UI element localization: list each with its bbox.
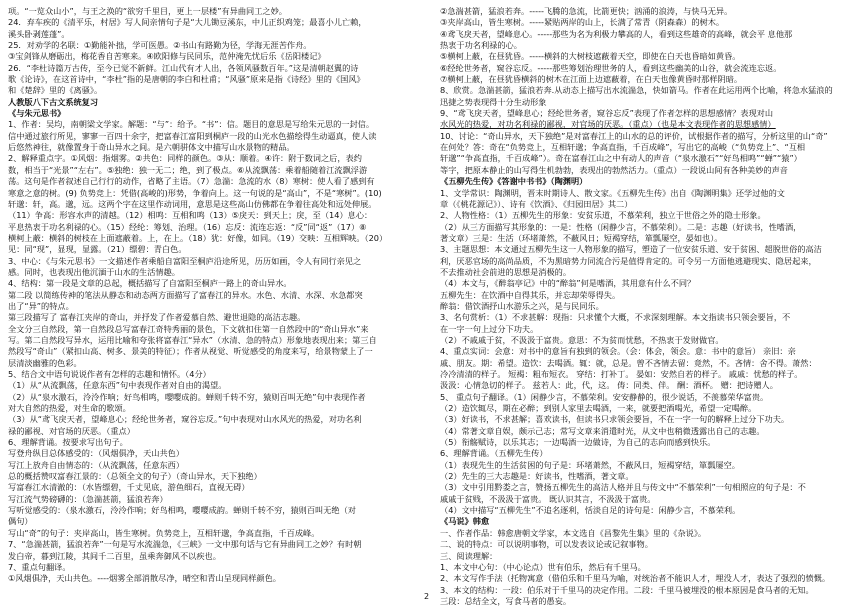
left-line: 信中通过旅行所见，寥寥一百四十余字，把富春江富阳到桐庐一段的山光水色描绘得生动逼真，使人读: [8, 130, 377, 141]
left-line: 数，相当于“光景”“左右”。⑤独绝：独一无二；绝，到了极点。⑥从流飘荡：乘着船随着江流飘浮游: [8, 164, 368, 175]
left-line: 人教版八下古文系统复习: [8, 96, 99, 107]
left-line: 全文分三自然段，第一自然段总写富春江奇特秀丽的景色，下文就扣住第一自然段中的“奇山异水”来: [8, 323, 369, 334]
left-line: 平息热衷于功名利禄的心。（15）经纶：筹划、治理。（16）忘反：流连忘返：“反”同“返”（17）⑧: [8, 221, 367, 232]
right-line: ⑥经纶世务者，窥谷忘反。-----那些筹划治理世务的人，看到这些幽美的山谷，就会流连忘返。: [440, 62, 782, 73]
right-line: 1、本文中心句：（中心论点）世有伯乐，然后有千里马。: [440, 561, 646, 572]
right-line: 汲汲：心情急切的样子。 兹若人：此，代，这。 俦：同类、伴。 酬：酒杯。 赠：把诗赠人。: [440, 380, 778, 391]
left-line: 5、结合文中语句说说作者有怎样的志趣和情怀。（4分）: [8, 369, 211, 379]
right-line: 利，厌恶官场的高尚品质，不为黑暗势力同流合污是值得肯定的。可令另一方面他逃避现实、隐居起来，: [440, 255, 817, 266]
right-line: 等字，把原本静止的山写得生机勃勃，表现出的勃然活力。（重点）一段说山间有各种美妙的声音: [440, 164, 788, 175]
right-line: 冷冷清清的样子。 短褐：粗布短衣。 穿结：打补丁。 晏如：安然自若的样子。 戚戚：忧愁的样子。: [440, 369, 803, 379]
right-line: 3、名句赏析：（1）不求甚解：现指：只求懂个大概，不求深刻理解。本文指读书只领会要旨，不: [440, 312, 791, 323]
left-line: 1、作者：吴均，南朝梁文学家。解题：“与”：给予。“书”：信。题目的意思是写给朱元思的一封信。: [8, 119, 375, 130]
right-line: （3）文中引用黔娄之言，赞扬五柳先生的高洁人格并且与传文中“不慕荣利”一句相照应的句子是：不: [440, 482, 806, 493]
left-line: 写江上放舟自由情态的：（从流飘荡，任意东西）: [8, 459, 185, 470]
left-line: ①风烟俱净，天山共色。----烟雾全部消散尽净，晴空和青山呈现同样颜色。: [8, 573, 281, 584]
right-line: （4）本文与，《醉翁亭记》中的“醉翁”何是嗜酒，其用意有什么不同？: [440, 278, 696, 289]
right-line: 1、文学常识：陶渊明，晋末时期诗人、散文家。《五柳先生传》出自《陶渊明集》还学过他的文: [440, 187, 785, 198]
left-line: 见：同“现”，显现，显露。（21）缥碧：青白色。: [8, 244, 187, 255]
left-line: 歌《论诗》，在这首诗中，“李杜”指的是唐朝的李白和杜甫；“风骚”原来是指《诗经》里的《国风》: [8, 74, 365, 85]
right-line: 不去推动社会前进的思想是消极的。: [440, 266, 572, 277]
right-line: 10、讨论：“奇山异水，天下独绝”是对富春江上的山水的总的评价，试根据作者的描写，分析这里的山“奇”: [440, 130, 828, 141]
right-line: 9、“鸢飞戾天者，望峰息心；经纶世务者，窥谷忘反”表现了作者怎样的思想感情？表现对山: [440, 108, 774, 119]
right-line: 二、说的特点：可以说明事物，可以发表议论或记叙事物。: [440, 539, 653, 550]
right-line: 3、主题思想：本文通过五柳先生这一人物形象的描写，塑造了一位安贫乐道、安于贫困、超脱世俗的高洁: [440, 244, 822, 255]
right-line: （4）文中描写“五柳先生”不追名逐利，恬淡自足的诗句是：闲静少言，不慕荣利。: [440, 505, 741, 516]
left-line: ③宝剑锋从磨砺出，梅花香自苦寒来。④欧阳修与民同乐，范仲淹先忧后乐《岳阳楼记》: [8, 51, 326, 62]
left-line: 写。第二自然段写异水，运用比喻和夸张将富春江“异水”（水清、急的特点）形象地表现出来；第三自: [8, 334, 377, 345]
left-line: 25．对劝学的名联：①勤能补拙，学可医愚。②书山有路勤为径，学海无涯苦作舟。: [8, 40, 312, 51]
left-line: 轩邈：轩，高。邈，远。这两个字在这里作动词用，意思是这些高山仿佛都在争着往高处和远处伸展。: [8, 198, 377, 209]
right-line: 戚、朋友。期：希望。造饮：去喝酒。辄：就，总是。曾不吝情去留：竟然，不。吝情：舍不得。萧然：: [440, 357, 817, 368]
right-line: 轩邈”“争高直指，千百成峰”）。奇在富春江山之中有动人的声音（“泉水激石”“好鸟相鸣”“蝉”“猿”）: [440, 153, 802, 164]
right-line: （1）表现先生的生活贫困的句子是：环堵萧然，不蔽风日，短褐穿结，箪瓢屡空。: [440, 459, 740, 470]
left-line: （1）从“从流飘荡，任意东西”句中表现作者对自由的渴望。: [8, 380, 227, 391]
right-line: ⑤横柯上蔽，在昼犹昏。-----横斜的大树枝遮蔽着天空，即使在白天也昏暗如黄昏。: [440, 51, 741, 62]
right-line: 4、重点实词：会意：对书中的意旨有独到的领会。（会：体会，领会。意：书中的意旨） 亲旧：亲: [440, 346, 796, 357]
left-line: 总的概括赞叹富春江景的：（总领全文的句子）（奇山异水，天下独绝）: [8, 471, 262, 482]
right-line: 3、本文的结构：一段：伯乐对于千里马的决定作用。二段：千里马被埋没的根本原因是食马者的无知。: [440, 584, 814, 595]
right-line: 著文章）三是：生活（环堵萧然，不蔽风日；短褐穿结，箪瓢屡空，晏如也）。: [440, 232, 723, 243]
left-line: 写登舟纵目总体感受的：（风烟俱净，天山共色）: [8, 448, 185, 459]
left-line: 感。同时，也表现出他沉湎于山水的生活情趣。: [8, 266, 180, 277]
left-line: （2）从“泉水激石，泠泠作响；好鸟相鸣，嘤嘤成韵。蝉则千转不穷，猿则百叫无绝”句中表现作者: [8, 391, 366, 402]
right-line: 在一字一句上过分下功夫。: [440, 323, 539, 334]
right-line: （2）从三方面描写其形象的：一是：性格（闲静少言，不慕荣利）。二是：志趣（好读书，性嗜酒，: [440, 221, 802, 232]
left-line: 第二段 以简练传神的笔法从静态和动态两方面描写了富春江的异水。水色、水清、水深、水急都突: [8, 289, 363, 300]
left-line: 和《楚辞》里的《离骚》。: [8, 85, 103, 96]
left-line: 4、结构：第一段是文章的总起，概括描写了自富阳至桐庐一路上的奇山异水。: [8, 278, 292, 289]
right-line: 8、欣赏。急湍甚箭，猛浪若奔.从动态上描写出水流湍急，快如箭马。作者在此运用两个比喻，将急水猛浪的: [440, 85, 833, 96]
left-line: 《与朱元思书》: [8, 108, 66, 119]
right-line: 三、阅读理解：: [440, 550, 498, 561]
right-line: （4）常著文章自娱，颇示己志；常写文章来消遣时光，从文中也稍微透露出自己的志趣。: [440, 425, 765, 436]
left-line: （11）争高：形容水声的清越。（12）相鸣：互相和鸣（13）⑤戾天：到天上；戾，至（14）息心：: [8, 210, 373, 221]
left-line: 写山“奇”的句子：夹岸高山，皆生寒树。负势竞上，互相轩邈，争高直指，千百成峰。: [8, 527, 320, 538]
left-line: 发白帝，暮到江陵，其间千二百里，虽乘奔御风不以疾也。: [8, 550, 221, 561]
left-line: 写听觉感受的：（泉水激石，泠泠作响；好鸟相鸣，嘤嘤成韵。蝉则千转不穷，猿则百叫无绝（对: [8, 505, 356, 516]
left-line: 第三段描写了 富春江夹岸的奇山，并抒发了作者爱慕自然、避世退隐的高洁志趣。: [8, 312, 306, 323]
right-line: 醉翁：借饮酒抒山水游乐之兴，是与民同乐。: [440, 300, 604, 311]
left-line: 寒意之意的树。(9) 负势竞上：凭借(高峻的)形势，争着向上。这一句说的是“高山”，不是“寒树”。(10): [8, 187, 382, 198]
page-number: 2: [424, 592, 430, 601]
left-line: 2、解释重点字。①风烟：指烟雾。②共色：同样的颜色。③从：顺着。④许：附于数词之后，表约: [8, 153, 362, 164]
right-line: 五柳先生：在饮酒中自得其乐，并忘却荣辱得失。: [440, 289, 621, 300]
left-line: 横柯上蔽：横斜的树枝在上面遮蔽着。上，在上。（18）犹：好像，如同。（19）交映：互相辉映。（20）: [8, 232, 388, 243]
right-column: [440, 6, 852, 607]
left-line: 写江流气势磅礴的：（急湍甚箭，猛浪若奔）: [8, 493, 168, 504]
right-line: 2、本文写作手法（托物寓意（借伯乐和千里马为喻，对统治者不能识人才，埋没人才，表达了强烈的愤慨。: [440, 573, 831, 584]
right-line: 戚戚于贫贱，不汲汲于富贵。 既认识其言，不汲汲于富贵。: [440, 493, 656, 504]
right-line: （2）造饮辄尽，期在必醉；到别人家里去喝酒，一来，就要把酒喝光，希望一定喝醉。: [440, 403, 757, 414]
left-line: 偶句）: [8, 516, 33, 527]
left-line: 溪头卧剥莲蓬”。: [8, 28, 70, 39]
left-line: 荡。这句是作者叙述自己行行的动作，省略了主语。（7）急湍：急流的水（8）寒树：使人看了感到有: [8, 176, 375, 187]
right-line: 一、作者作品：韩愈唐朝文学家，本文选自《昌黎先生集》里的《杂说》。: [440, 527, 707, 538]
right-line: 2、人物性格：（1）五柳先生的形象：安贫乐道，不慕荣利，独立于世俗之外的隐士形象。: [440, 210, 766, 221]
left-line: （3）从“鸢飞戾天者，望峰息心；经纶世务者，窥谷忘反。”句中表现对山水风光的热爱，对功名利: [8, 414, 362, 425]
left-line: 24．弃车疾的《清平乐，村居》写人间亲情句子是“大儿锄豆溪东，中儿正织鸡笼；最喜小儿亡赖，: [8, 17, 367, 28]
right-line: 在何处？答：奇在“负势竞上，互相轩邈；争高直指，千百成峰”，写出它的高峻（“负势竞上”、“互相: [440, 142, 806, 153]
right-line: ②急湍甚箭，猛浪若奔。-----飞腾的急流，比箭更快；汹涌的浪涛，与快马无异。: [440, 6, 733, 16]
right-line: （3）好读书，不求甚解；喜欢读书，但读书只求领会要旨，不在一字一句的解释上过分下功夫。: [440, 414, 790, 425]
right-line: 6、理解背诵。（五柳先生传）: [440, 448, 548, 459]
left-line: 7、“急湍甚箭，猛浪若奔”一句是写水流湍急，《三峡》一文中那句话与它有异曲同工之妙？有时朝: [8, 539, 362, 550]
right-line: 5、 重点句子翻译。（1）闲静少言，不慕荣利。安安静静的，很少说话，不羡慕荣华富贵。: [440, 391, 769, 402]
left-line: 26．“李杜诗篇万古传，至今已觉不新鲜。江山代有才人出，各领风骚数百年。”这是清朝赵翼的诗: [8, 62, 359, 73]
left-line: 出了“异”的特点。: [8, 300, 74, 311]
right-line: （2）不戚戚于贫，不汲汲于富贵。意思：不为贫而忧愁，不热衷于发财做官。: [440, 334, 724, 345]
right-line: 《马说》韩愈: [440, 516, 490, 527]
right-line: 《五柳先生传》《答谢中书书》（陶渊明）: [440, 176, 588, 187]
right-line: 三段：总结全文，写食马者的愚妄。: [440, 595, 572, 606]
left-line: 6、理解背诵。按要求写出句子。: [8, 437, 128, 448]
right-line: ③夹岸高山，皆生寒树。-----紧贴两岸的山上，长满了常青（阴森森）的树木。: [440, 17, 725, 28]
left-column: [8, 6, 420, 585]
left-line: 然段写“奇山”（紧扣山高、树多、景美的特征）；作者从视觉、听觉感受的角度来写，给景物蒙上了一: [8, 346, 373, 357]
right-line: ④鸢飞戾天者，望峰息心。-----那些为名为利极力攀高的人，看到这些雄奇的高峰，就会平 息他那: [440, 28, 793, 39]
left-line: 对大自然的热爱，对生命的歌颂。: [8, 403, 131, 414]
right-line: （5）衔觞赋诗，以乐其志；一边喝酒一边做诗，为自己的志向而感到快乐。: [440, 437, 716, 448]
right-line: 迅捷之势表现得十分生动形象: [440, 96, 547, 107]
left-line: 禄的鄙视、对官场的厌恶。（重点）: [8, 425, 135, 436]
right-line: 章（《桃花源记》）、诗有《饮酒》、《归园田居》其二）: [440, 198, 633, 209]
left-line: 写富春江水清澈的：（水皆缥碧，千丈见底，游鱼细石，直视无碍）: [8, 482, 250, 493]
right-line: （2）先生的三大志趣是：好读书，性嗜酒，著文章。: [440, 471, 634, 482]
right-line: ⑦横柯上蔽，在昼犹昏横斜的树木在江面上边遮蔽着，在白天也像黄昏时那样阴暗。: [440, 74, 743, 85]
left-line: 后悠然神往，就像置身于奇山异水之间。是六朝骈体文中描写山水景物的精品。: [8, 142, 295, 153]
left-line: 3、中心：《与朱元思书》一文描述作者乘船自富阳至桐庐沿途所见，历历如画，令人有同行亲见之: [8, 255, 362, 266]
right-line: 热衷于功名利禄的心。: [440, 40, 522, 51]
left-line: 层清淡幽雅的色彩。: [8, 357, 82, 368]
left-line: 项。“一览众山小”，与王之涣的“欲穷千里目，更上一层楼”有异曲同工之妙。: [8, 6, 287, 16]
left-line: 7、重点句翻译。: [8, 561, 71, 572]
right-line: 水风光的热爱，对功名利禄的鄙视，对官场的厌恶。（重点）（也是本文表现作者的思想感情）: [440, 119, 776, 130]
